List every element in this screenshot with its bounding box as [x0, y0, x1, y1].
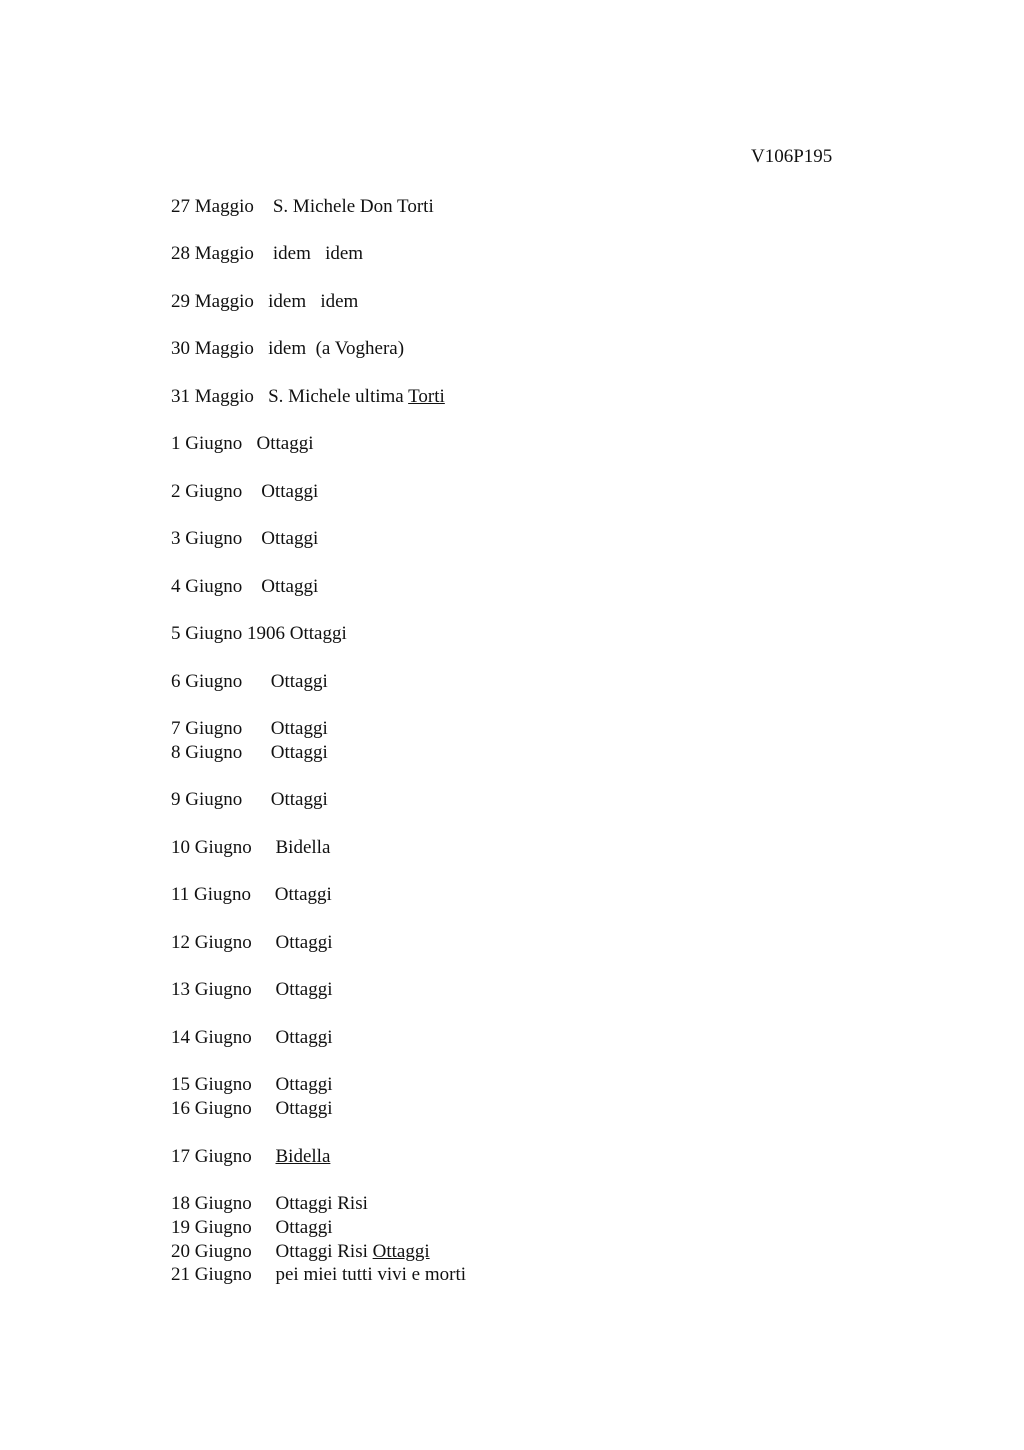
- entry-text: Ottaggi Risi: [275, 1193, 368, 1214]
- entry-date: 8 Giugno: [171, 742, 243, 763]
- entry-text: idem (a Voghera): [268, 338, 405, 359]
- entry-text: Ottaggi: [261, 528, 319, 549]
- list-item: [171, 385, 445, 409]
- list-item: [171, 1145, 330, 1169]
- entry-text: Ottaggi: [270, 718, 328, 739]
- list-item: [171, 195, 434, 219]
- entry-date: 30 Maggio: [171, 338, 254, 359]
- entry-date: 21 Giugno: [171, 1264, 252, 1285]
- entry-text: Ottaggi: [256, 433, 314, 454]
- entry-text: S. Michele ultima: [268, 386, 409, 407]
- entry-text: Ottaggi: [275, 932, 333, 953]
- entry-text-underlined: Bidella: [275, 1146, 331, 1167]
- entry-text: Ottaggi Risi: [275, 1241, 373, 1262]
- entry-text: Ottaggi: [274, 884, 332, 905]
- list-item: [171, 480, 318, 504]
- list-item: [171, 978, 333, 1002]
- list-item: [171, 622, 347, 646]
- entry-date: 4 Giugno: [171, 576, 243, 597]
- entry-date: 15 Giugno: [171, 1074, 252, 1095]
- list-item: [171, 931, 333, 955]
- list-item: [171, 1240, 430, 1264]
- entry-text: idem idem: [272, 243, 364, 264]
- entry-date: 7 Giugno: [171, 718, 243, 739]
- entry-text: Ottaggi: [270, 742, 328, 763]
- entry-text: Ottaggi: [275, 1217, 333, 1238]
- list-item: [171, 1216, 333, 1240]
- entry-text: Ottaggi: [275, 1098, 333, 1119]
- entry-date: 6 Giugno: [171, 671, 243, 692]
- entry-text: pei miei tutti vivi e morti: [275, 1264, 467, 1285]
- list-item: [171, 432, 314, 456]
- entry-text: Ottaggi: [270, 789, 328, 810]
- entry-date: 18 Giugno: [171, 1193, 252, 1214]
- list-item: [171, 670, 328, 694]
- entry-date: 5 Giugno 1906: [171, 623, 285, 644]
- list-item: [171, 836, 330, 860]
- list-item: [171, 883, 332, 907]
- entry-date: 19 Giugno: [171, 1217, 252, 1238]
- list-item: [171, 1192, 368, 1216]
- list-item: [171, 788, 328, 812]
- list-item: [171, 1026, 333, 1050]
- list-item: [171, 575, 318, 599]
- entry-date: 3 Giugno: [171, 528, 243, 549]
- entry-text: idem idem: [268, 291, 359, 312]
- entry-date: 17 Giugno: [171, 1146, 252, 1167]
- entry-date: 28 Maggio: [171, 243, 254, 264]
- entry-text: Bidella: [275, 837, 331, 858]
- entry-text: Ottaggi: [270, 671, 328, 692]
- entry-date: 12 Giugno: [171, 932, 252, 953]
- entry-text: Ottaggi: [289, 623, 347, 644]
- list-item: [171, 337, 404, 361]
- entry-date: 11 Giugno: [171, 884, 252, 905]
- entry-date: 13 Giugno: [171, 979, 252, 1000]
- entry-date: 27 Maggio: [171, 196, 254, 217]
- entry-text: Ottaggi: [275, 979, 333, 1000]
- entry-text: Ottaggi: [261, 481, 319, 502]
- list-item: [171, 527, 318, 551]
- entry-text: Ottaggi: [275, 1074, 333, 1095]
- entry-text: S. Michele Don Torti: [272, 196, 434, 217]
- entry-text-underlined: Torti: [408, 386, 445, 407]
- entry-date: 31 Maggio: [171, 386, 254, 407]
- entry-date: 2 Giugno: [171, 481, 243, 502]
- page-id: V106P195: [751, 146, 833, 167]
- entry-date: 16 Giugno: [171, 1098, 252, 1119]
- entry-text: Ottaggi: [275, 1027, 333, 1048]
- entry-date: 29 Maggio: [171, 291, 254, 312]
- list-item: [171, 290, 358, 314]
- list-item: [171, 1097, 333, 1121]
- list-item: [171, 1263, 466, 1287]
- entry-text-underlined: Ottaggi: [372, 1241, 430, 1262]
- entry-date: 1 Giugno: [171, 433, 243, 454]
- entry-date: 9 Giugno: [171, 789, 243, 810]
- entry-date: 10 Giugno: [171, 837, 252, 858]
- list-item: [171, 242, 363, 266]
- entry-date: 20 Giugno: [171, 1241, 252, 1262]
- entry-date: 14 Giugno: [171, 1027, 252, 1048]
- list-item: [171, 717, 328, 741]
- list-item: [171, 741, 328, 765]
- list-item: [171, 1073, 333, 1097]
- entry-text: Ottaggi: [261, 576, 319, 597]
